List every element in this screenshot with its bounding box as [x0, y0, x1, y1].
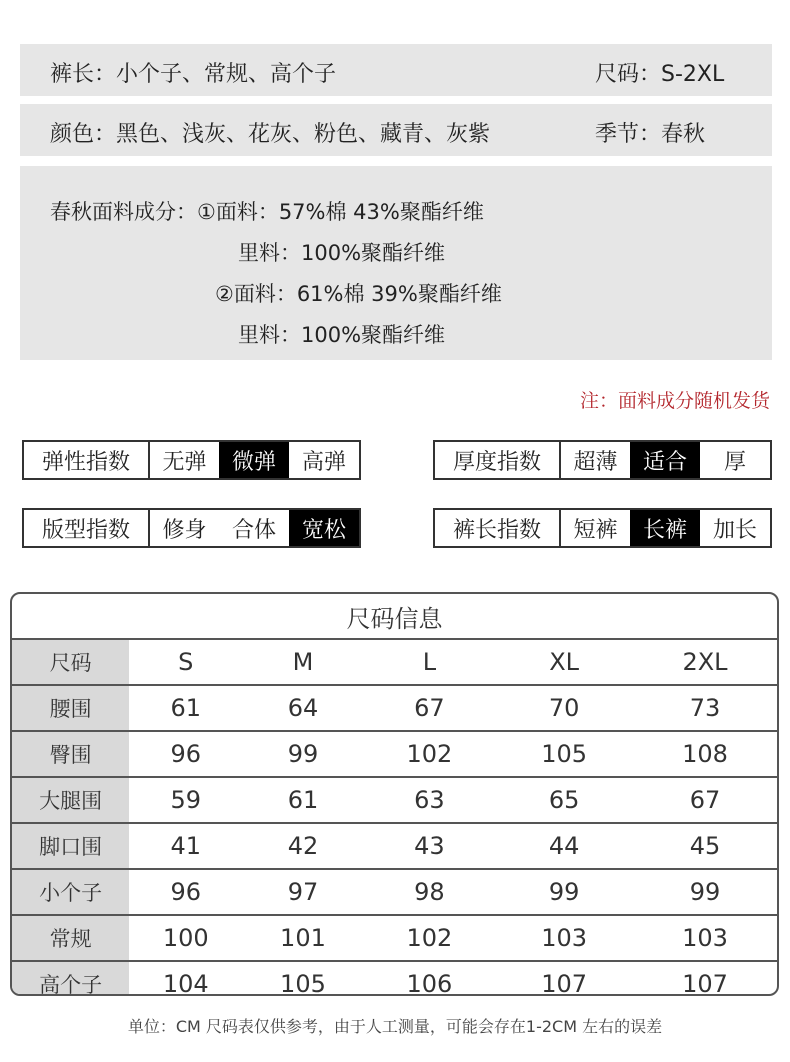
- index-option: 厚: [723, 449, 746, 475]
- index-option: 超薄: [573, 449, 618, 475]
- index-label: 版型指数: [24, 510, 150, 546]
- table-cell: 44: [495, 823, 633, 869]
- size-chart-title: 尺码信息: [12, 594, 777, 640]
- table-cell: 99: [495, 869, 633, 915]
- table-cell: 104: [162, 970, 209, 996]
- table-row: [12, 731, 777, 777]
- row-label: 小个子: [12, 869, 129, 915]
- table-cell: 103: [633, 915, 777, 961]
- index-option: 适合: [630, 442, 700, 478]
- size-chart: [10, 592, 779, 996]
- size-header: S: [129, 640, 242, 685]
- length-text: 裤长：小个子、常规、高个子: [50, 62, 337, 87]
- thickness-index: [433, 440, 772, 480]
- size-header-row: [12, 640, 777, 685]
- table-cell: 99: [242, 731, 363, 777]
- table-cell: 105: [280, 970, 326, 996]
- index-option: 宽松: [289, 510, 359, 546]
- table-cell: 97: [242, 869, 363, 915]
- row-label: 腰围: [12, 685, 129, 731]
- fabric-band: [20, 166, 772, 360]
- table-cell: 101: [242, 915, 363, 961]
- table-cell: 107: [682, 970, 728, 996]
- table-cell: 42: [242, 823, 363, 869]
- row-label: 尺码: [12, 640, 129, 685]
- fabric-line-2: 里料：100%聚酯纤维: [238, 241, 446, 265]
- table-cell: 43: [364, 823, 496, 869]
- size-range-text: 尺码：S-2XL: [595, 62, 725, 87]
- index-label: 厚度指数: [435, 442, 561, 478]
- row-label: 臀围: [12, 731, 129, 777]
- table-cell: 63: [364, 777, 496, 823]
- table-cell: 96: [129, 869, 242, 915]
- index-label: 弹性指数: [24, 442, 150, 478]
- color-season-band: [20, 104, 772, 156]
- table-cell: 96: [129, 731, 242, 777]
- row-label: 脚口围: [12, 823, 129, 869]
- table-cell: 67: [633, 777, 777, 823]
- table-row: [12, 961, 777, 996]
- pant-length-index: [433, 508, 772, 548]
- row-label: 常规: [12, 915, 129, 961]
- index-option: 短裤: [573, 517, 618, 543]
- table-cell: 105: [495, 731, 633, 777]
- fabric-line-1: 春秋面料成分：①面料：57%棉 43%聚酯纤维: [50, 200, 484, 224]
- season-text: 季节：春秋: [595, 122, 706, 147]
- index-option: 加长: [712, 517, 757, 543]
- row-label: 高个子: [12, 961, 129, 996]
- table-row: [12, 823, 777, 869]
- table-cell: 106: [406, 970, 453, 996]
- fabric-note: 注：面料成分随机发货: [579, 390, 770, 412]
- fabric-line-4: 里料：100%聚酯纤维: [238, 323, 446, 347]
- size-header: XL: [495, 640, 633, 685]
- fit-index: [22, 508, 361, 548]
- index-option: 修身: [162, 517, 207, 543]
- table-row: [12, 777, 777, 823]
- table-cell: 70: [495, 685, 633, 731]
- table-row: [12, 685, 777, 731]
- size-table: [12, 640, 777, 996]
- table-cell: 102: [364, 915, 496, 961]
- index-option: 微弹: [219, 442, 289, 478]
- table-cell: 59: [129, 777, 242, 823]
- table-cell: 61: [242, 777, 363, 823]
- table-cell: 100: [129, 915, 242, 961]
- size-header: 2XL: [633, 640, 777, 685]
- table-cell: 103: [495, 915, 633, 961]
- fabric-line-3: ②面料：61%棉 39%聚酯纤维: [215, 282, 502, 306]
- index-label: 裤长指数: [435, 510, 561, 546]
- table-cell: 67: [364, 685, 496, 731]
- table-cell: 45: [633, 823, 777, 869]
- index-option: 长裤: [630, 510, 700, 546]
- table-cell: 61: [129, 685, 242, 731]
- table-cell: 73: [633, 685, 777, 731]
- table-cell: 98: [364, 869, 496, 915]
- table-cell: 108: [633, 731, 777, 777]
- elasticity-index: [22, 440, 361, 480]
- color-text: 颜色：黑色、浅灰、花灰、粉色、藏青、灰紫: [50, 122, 491, 147]
- table-cell: 107: [541, 970, 588, 996]
- index-option: 无弹: [162, 449, 207, 475]
- size-header: M: [242, 640, 363, 685]
- table-cell: 64: [242, 685, 363, 731]
- table-row: [12, 915, 777, 961]
- table-cell: 99: [633, 869, 777, 915]
- table-row: [12, 869, 777, 915]
- index-option: 高弹: [301, 449, 346, 475]
- table-cell: 102: [364, 731, 496, 777]
- table-cell: 65: [495, 777, 633, 823]
- row-label: 大腿围: [12, 777, 129, 823]
- footer-note: 单位：CM 尺码表仅供参考，由于人工测量，可能会存在1-2CM 左右的误差: [127, 1017, 663, 1036]
- table-cell: 41: [129, 823, 242, 869]
- length-size-band: [20, 44, 772, 96]
- index-option: 合体: [231, 517, 276, 543]
- size-header: L: [364, 640, 496, 685]
